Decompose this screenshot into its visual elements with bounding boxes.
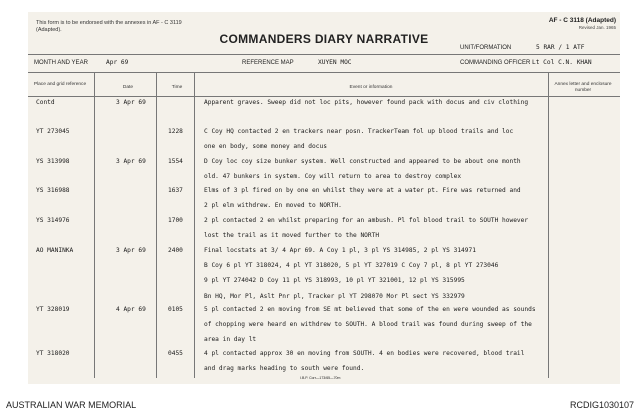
event-text-line: C Coy HQ contacted 2 en trackers near posn. TrackerTeam fol up blood trails and loc <box>204 128 514 135</box>
grid-reference: YT 273045 <box>36 128 70 135</box>
entry-time: 1228 <box>168 128 183 135</box>
event-text-line: area in day lt <box>204 336 257 344</box>
event-text-line: Elms of 3 pl fired on by one en whilst they were at a water pt. Fire was returned and <box>204 187 521 194</box>
entry-time: 0455 <box>168 350 183 357</box>
column-rule <box>94 72 95 378</box>
month-label: MONTH AND YEAR <box>34 60 88 66</box>
column-header-date: Date <box>122 85 134 90</box>
event-text-line: 4 pl contacted approx 30 en moving from SOUTH. 4 en bodies were recovered, blood trail <box>204 350 525 357</box>
event-text-line: Final locstats at 3/ 4 Apr 69. A Coy 1 pl, 3 pl YS 314985, 2 pl YS 314971 <box>204 247 476 254</box>
entry-time: 1554 <box>168 158 183 165</box>
commanding-officer-label: COMMANDING OFFICER <box>460 60 531 66</box>
event-text-line: Bn HQ, Mor Pl, Aslt Pnr pl, Tracker pl YT 298070 Mor Pl sect YS 332979 <box>204 292 465 300</box>
event-text-line: 9 pl YT 274042 D Coy 11 pl YS 318993, 10 pl YT 321001, 12 pl YS 315995 <box>204 277 465 285</box>
grid-reference: YT 318020 <box>36 350 70 357</box>
event-text-line: D Coy loc coy size bunker system. Well constructed and appeared to be about one month <box>204 158 521 165</box>
event-text-line: B Coy 6 pl YT 318024, 4 pl YT 318020, 5 pl YT 327019 C Coy 7 pl, 8 pl YT 273046 <box>204 262 499 270</box>
page-title: COMMANDERS DIARY NARRATIVE <box>219 32 429 46</box>
unit-label: UNIT/FORMATION <box>460 45 512 51</box>
grid-reference: YT 328019 <box>36 306 70 313</box>
event-text-line: of chopping were heard en withdrew to SOUTH. A blood trail was found during sweep of the <box>204 321 532 329</box>
column-header-annex: Annex letter and enclosure number <box>554 82 612 93</box>
grid-reference: AO MANINKA <box>36 247 74 254</box>
entry-time: 2400 <box>168 247 183 254</box>
event-text-line: and drag marks heading to south were found. <box>204 365 365 373</box>
map-label: REFERENCE MAP <box>242 60 294 66</box>
grid-reference: YS 313998 <box>36 158 70 165</box>
column-rule <box>194 72 195 378</box>
entry-time: 1637 <box>168 187 183 194</box>
grid-reference: Contd <box>36 99 55 106</box>
event-text-line: one en body, some money and docus <box>204 143 327 151</box>
event-text-line: 5 pl contacted 2 en moving from SE mt believed that some of the en were wounded as sounds <box>204 306 536 313</box>
column-rule <box>156 72 157 378</box>
column-header-time: Time <box>171 85 183 90</box>
commanding-officer-value: Lt Col C.N. KHAN <box>532 59 592 66</box>
divider <box>28 96 620 97</box>
divider <box>28 72 620 73</box>
entry-date: 3 Apr 69 <box>116 99 146 106</box>
event-text-line: Apparent graves. Sweep did not loc pits, however found pack with docus and civ clothing <box>204 99 529 106</box>
footer-reference: RCDIG1030107 <box>569 400 634 410</box>
column-rule <box>548 72 549 378</box>
printer-imprint: I.B.P. Corr—173/65—70m <box>300 376 341 380</box>
column-header-event: Event or information <box>349 85 393 90</box>
map-value: XUYEN MOC <box>318 59 352 66</box>
grid-reference: YS 314976 <box>36 217 70 224</box>
form-number: AF - C 3118 (Adapted) <box>548 17 616 24</box>
entry-time: 1700 <box>168 217 183 224</box>
unit-value: 5 RAR / 1 ATF <box>536 44 585 51</box>
entry-date: 4 Apr 69 <box>116 306 146 313</box>
entry-time: 0105 <box>168 306 183 313</box>
endorsement-note: This form is to be endorsed with the annexes in AF - C 3119 (Adapted). <box>36 20 182 33</box>
event-text-line: 2 pl contacted 2 en whilst preparing for an ambush. Pl fol blood trail to SOUTH however <box>204 217 529 224</box>
grid-reference: YS 316988 <box>36 187 70 194</box>
event-text-line: 2 pl elm withdrew. En moved to NORTH. <box>204 202 342 210</box>
diary-sheet <box>28 12 620 384</box>
revised-date: Revised Jan. 1965 <box>578 25 616 30</box>
month-value: Apr 69 <box>106 59 129 66</box>
column-header-place: Place and grid reference <box>33 82 87 87</box>
entry-date: 3 Apr 69 <box>116 158 146 165</box>
divider <box>28 54 620 55</box>
entry-date: 3 Apr 69 <box>116 247 146 254</box>
event-text-line: lost the trail as it moved further to the NORTH <box>204 232 380 240</box>
footer-credit: AUSTRALIAN WAR MEMORIAL <box>6 400 137 410</box>
event-text-line: old. 47 bunkers in system. Coy will return to area to destroy complex <box>204 173 462 181</box>
